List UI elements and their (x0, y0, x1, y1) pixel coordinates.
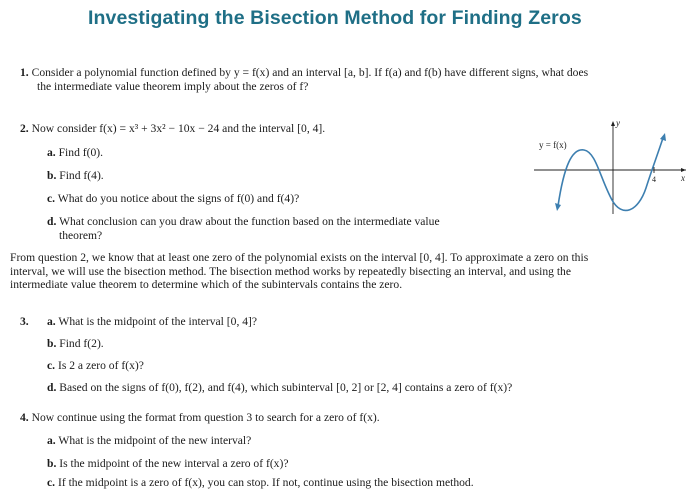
y-axis-label: y (616, 118, 620, 128)
question-2-stem: Now consider f(x) = x³ + 3x² − 10x − 24 and the interval [0, 4]. (31, 122, 326, 135)
question-number: 2. (20, 122, 29, 135)
function-graph (530, 118, 690, 218)
question-3d (47, 381, 512, 395)
question-2 (20, 122, 325, 136)
question-2b (47, 169, 104, 183)
part-label: c. (47, 359, 56, 372)
part-text: What is the midpoint of the new interval? (58, 434, 252, 447)
question-3b (47, 337, 104, 351)
question-1 (20, 66, 588, 80)
paragraph-line: interval, we will use the bisection method. The bisection method works by repeatedly bisecting an interval, and using the (10, 264, 571, 278)
part-text: If the midpoint is a zero of f(x), you can stop. If not, continue using the bisection method. (57, 476, 474, 489)
question-3a (47, 315, 257, 329)
question-number: 3. (20, 315, 29, 328)
part-text: Find f(0). (58, 146, 104, 159)
question-2a (47, 146, 103, 160)
question-3-number (20, 315, 29, 329)
part-text: Find f(2). (59, 337, 104, 350)
part-text: What is the midpoint of the interval [0, 4]? (58, 315, 258, 328)
curve-label: y = f(x) (539, 140, 567, 150)
curve-arrow-left (555, 203, 561, 211)
part-text: Based on the signs of f(0), f(2), and f(4), which subinterval [0, 2] or [2, 4] contains a zero of f(x)? (59, 381, 513, 394)
question-number: 4. (20, 411, 29, 424)
tick-label: 4 (652, 175, 656, 184)
function-curve (558, 138, 663, 210)
part-text: What do you notice about the signs of f(0) and f(4)? (57, 192, 300, 205)
question-4b (47, 457, 288, 471)
question-4a (47, 434, 251, 448)
question-3c (47, 359, 144, 373)
question-1-line-1: Consider a polynomial function defined by y = f(x) and an interval [a, b]. If f(a) and f(b) have different signs, what does (31, 66, 589, 79)
paragraph-line: intermediate value theorem to determine which of the subintervals contains the zero. (10, 278, 403, 292)
part-label: d. (47, 215, 57, 228)
x-axis-arrow (681, 168, 686, 172)
curve-arrow-right (660, 133, 666, 141)
part-label: b. (47, 457, 57, 470)
part-label: d. (47, 381, 57, 394)
part-label: a. (47, 434, 56, 447)
x-axis-label: x (681, 173, 685, 183)
question-2c (47, 192, 299, 206)
part-label: b. (47, 337, 57, 350)
page-title: Investigating the Bisection Method for Finding Zeros (88, 7, 582, 29)
question-4-stem: Now continue using the format from question 3 to search for a zero of f(x). (31, 411, 380, 424)
part-label: a. (47, 146, 56, 159)
y-axis-arrow (611, 121, 615, 126)
part-label: c. (47, 192, 56, 205)
question-2d-line-2: theorem? (59, 229, 103, 242)
part-text: Find f(4). (59, 169, 104, 182)
part-text: Is 2 a zero of f(x)? (57, 359, 144, 372)
part-label: c. (47, 476, 56, 489)
part-label: a. (47, 315, 56, 328)
question-1-line-2: the intermediate value theorem imply about the zeros of f? (37, 80, 309, 93)
part-text: Is the midpoint of the new interval a zero of f(x)? (59, 457, 289, 470)
part-text: What conclusion can you draw about the function based on the intermediate value (59, 215, 440, 228)
bisection-explanation (10, 251, 684, 292)
question-2d (47, 215, 440, 229)
question-number: 1. (20, 66, 29, 79)
question-4 (20, 411, 380, 425)
paragraph-line: From question 2, we know that at least one zero of the polynomial exists on the interval [0, 4]. To approximate a zero on this (10, 251, 589, 264)
part-label: b. (47, 169, 57, 182)
question-4c (47, 476, 474, 490)
